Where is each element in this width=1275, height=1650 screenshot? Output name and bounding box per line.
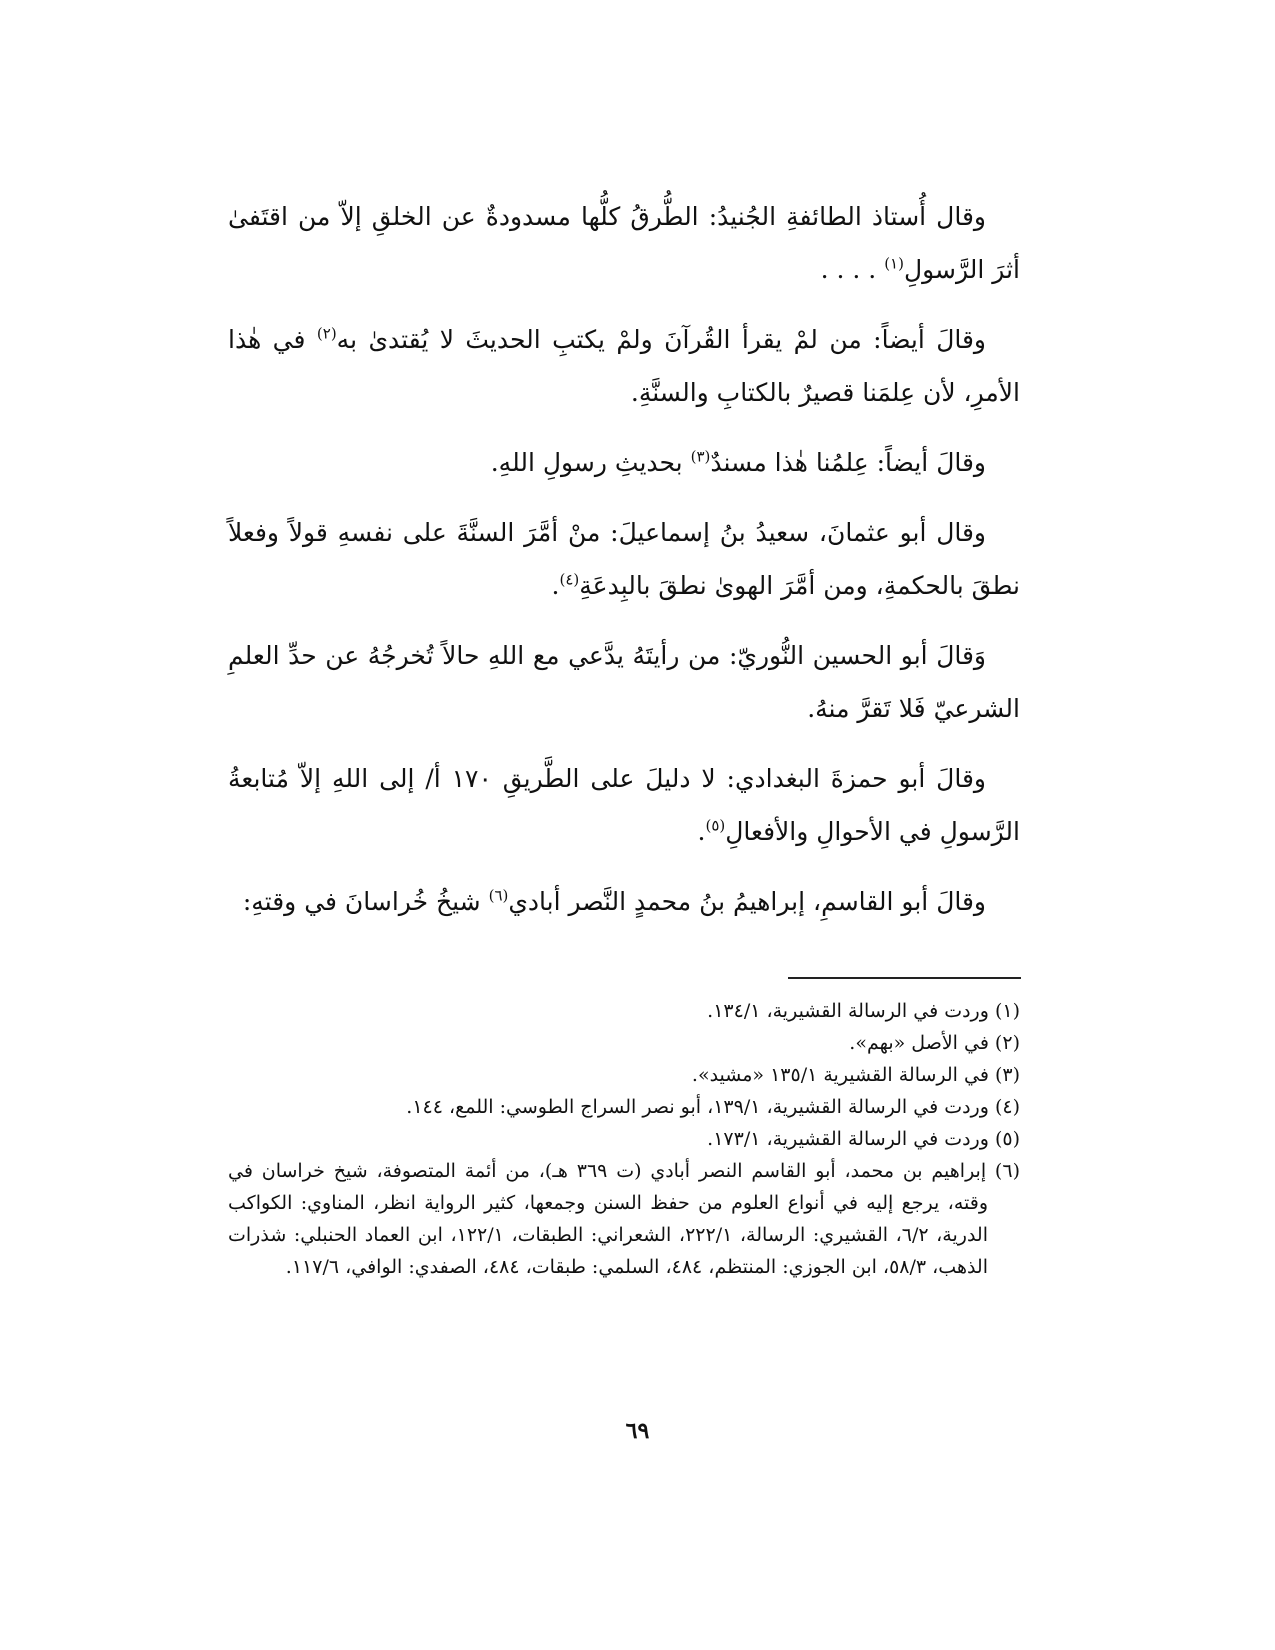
paragraph-text: وَقالَ أبو الحسين النُّوريّ: من رأيتَهُ يدَّعي مع اللهِ حالاً تُخرجُهُ عن حدِّ العلمِ الشرعيّ فَلا تَقرَّ منهُ. [228, 641, 1020, 723]
footnote-ref-4: (٤) [559, 570, 580, 589]
footnote-ref-3: (٣) [690, 447, 711, 466]
footnote-5: (٥) وردت في الرسالة القشيرية، ١٧٣/١. [707, 1128, 1020, 1150]
paragraph-text: وقالَ أيضاً: عِلمُنا هٰذا مسندٌ [710, 448, 986, 477]
footnote-ref-6: (٦) [488, 886, 509, 905]
paragraph-tail: . . . . [820, 255, 885, 284]
paragraph-abu-qasim [228, 875, 1020, 928]
paragraph-abu-uthman [228, 506, 1020, 612]
footnote-2: (٢) في الأصل «بهم». [849, 1032, 1020, 1054]
footnote-6: (٦) إبراهيم بن محمد، أبو القاسم النصر أبادي (ت ٣٦٩ هـ)، من أئمة المتصوفة، شيخ خراسان في وقته، يرجع إليه في أنواع العلوم من حفظ السنن وجمعها، كثير الرواية انظر، المناوي: الكواكب الدرية، ٦/٢، القشيري: الرسالة، ٢٢٢/١، الشعراني: الطبقات، ١٢٢/١، ابن العماد الحنبلي: شذرات الذهب، ٥٨/٣، ابن الجوزي: المنتظم، ٤٨٤، السلمي: طبقات، ٤٨٤، الصفدي: الوافي، ١١٧/٦. [228, 1160, 1020, 1278]
paragraph-abu-hamza [228, 752, 1020, 858]
footnotes [228, 995, 1020, 1283]
footnote-ref-2: (٢) [316, 324, 337, 343]
main-text [228, 190, 1020, 945]
paragraph-text: وقالَ أبو حمزةَ البغدادي: لا دليلَ على الطَّريقِ ١٧٠ أ/ إلى اللهِ إلاّ مُتابعةُ الرَّسولِ في الأحوالِ والأفعالِ [228, 764, 1020, 846]
paragraph-text: وقال أبو عثمانَ، سعيدُ بنُ إسماعيلَ: منْ أمَّرَ السنَّةَ على نفسهِ قولاً وفعلاً نطقَ بالحكمةِ، ومن أمَّرَ الهوىٰ نطقَ بالبِدعَةِ [228, 518, 1020, 600]
paragraph-tail: . [697, 817, 706, 846]
footnote-ref-5: (٥) [705, 816, 726, 835]
paragraph-text: وقال أُستاذ الطائفةِ الجُنيدُ: الطُّرقُ كلُّها مسدودةٌ عن الخلقِ إلاّ من اقتَفىٰ أثرَ الرَّسولِ [228, 202, 1020, 284]
page-number: ٦٩ [625, 1418, 650, 1444]
footnote-1: (١) وردت في الرسالة القشيرية، ١٣٤/١. [707, 1000, 1020, 1022]
paragraph-junayd-isnad [228, 436, 1020, 489]
paragraph-text: وقالَ أبو القاسمِ، إبراهيمُ بنُ محمدٍ النَّصر أبادي [508, 887, 986, 916]
paragraph-junayd-quran [228, 313, 1020, 419]
footnote-ref-1: (١) [884, 254, 904, 273]
footnote-4: (٤) وردت في الرسالة القشيرية، ١٣٩/١، أبو نصر السراج الطوسي: اللمع، ١٤٤. [406, 1096, 1020, 1118]
paragraph-tail: . [551, 571, 560, 600]
paragraph-tail: شيخُ خُراسانَ في وقتهِ: [242, 887, 489, 916]
footnote-separator [788, 977, 1021, 979]
paragraph-nuri [228, 629, 1020, 735]
paragraph-tail: في هٰذا الأمرِ، لأن عِلمَنا قصيرٌ بالكتابِ والسنَّةِ. [228, 325, 1020, 407]
paragraph-junayd [228, 190, 1020, 296]
paragraph-tail: بحديثِ رسولِ اللهِ. [490, 448, 691, 477]
footnote-3: (٣) في الرسالة القشيرية ١٣٥/١ «مشيد». [691, 1064, 1020, 1086]
paragraph-text: وقالَ أيضاً: من لمْ يقرأ القُرآنَ ولمْ يكتبِ الحديثَ لا يُقتدىٰ به [336, 325, 986, 354]
